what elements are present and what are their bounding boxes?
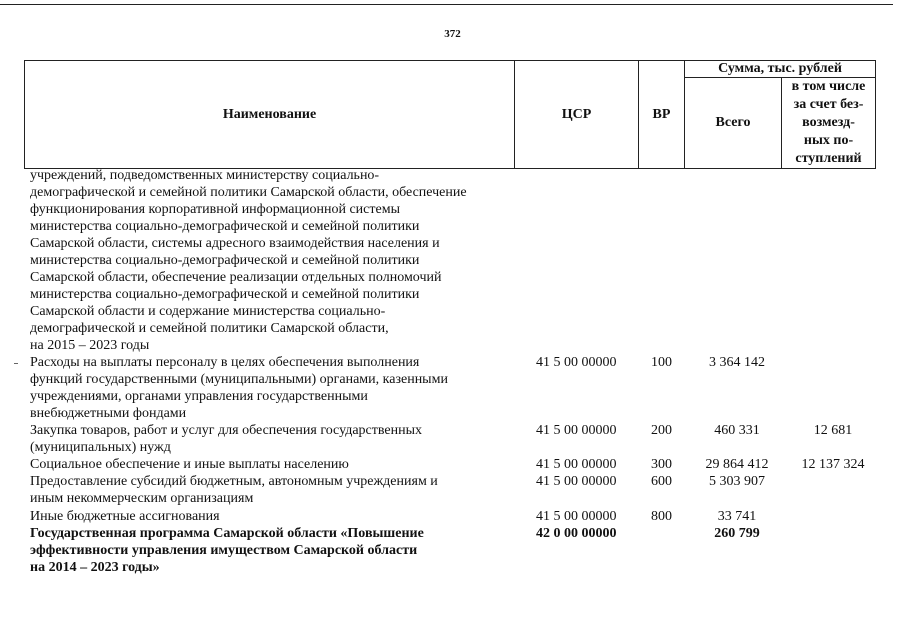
row-free: 12 137 324 bbox=[801, 457, 865, 472]
row-csr: 42 0 00 00000 bbox=[536, 526, 617, 541]
row-total: 3 364 142 bbox=[709, 355, 765, 370]
row-name: Иные бюджетные ассигнования bbox=[30, 509, 220, 524]
header-csr: ЦСР bbox=[515, 61, 639, 169]
row-vr: 600 bbox=[651, 474, 672, 489]
row-name: Социальное обеспечение и иные выплаты населению bbox=[30, 457, 349, 472]
row-total: 260 799 bbox=[714, 526, 760, 541]
row-total: 5 303 907 bbox=[709, 474, 765, 489]
row-name: Государственная программа Самарской области «Повышение эффективности управления имуществом Самарской области на 2014 – 2023 годы» bbox=[30, 526, 424, 575]
row-name: Закупка товаров, работ и услуг для обеспечения государственных (муниципальных) нужд bbox=[30, 423, 423, 455]
table-header bbox=[24, 60, 876, 169]
row-name: Предоставление субсидий бюджетным, автономным учреждениям и иным некоммерческим организациям bbox=[30, 474, 438, 506]
row-total: 33 741 bbox=[717, 509, 757, 524]
margin-mark bbox=[14, 363, 18, 364]
row-csr: 41 5 00 00000 bbox=[536, 355, 617, 370]
header-total: Всего bbox=[685, 78, 782, 169]
row-name: Расходы на выплаты персоналу в целях обеспечения выполнения функций государственными (муниципальными) органами, казенными учреждениями, органами управления государственными внебюджетными фондами bbox=[30, 355, 448, 421]
header-vr: ВР bbox=[639, 61, 685, 169]
header-gratuitous bbox=[782, 78, 876, 169]
row-total: 460 331 bbox=[714, 423, 760, 438]
row-vr: 300 bbox=[651, 457, 672, 472]
header-sum: Сумма, тыс. рублей bbox=[685, 61, 876, 78]
row-csr: 41 5 00 00000 bbox=[536, 509, 617, 524]
row-vr: 100 bbox=[651, 355, 672, 370]
header-gratuitous-text: в том числе за счет без- возмезд- ных по- ступлений bbox=[791, 79, 866, 166]
row-csr: 41 5 00 00000 bbox=[536, 457, 617, 472]
row-total: 29 864 412 bbox=[705, 457, 769, 472]
header-name: Наименование bbox=[25, 61, 515, 169]
row-csr: 41 5 00 00000 bbox=[536, 423, 617, 438]
page-number: 372 bbox=[444, 28, 461, 40]
row-csr: 41 5 00 00000 bbox=[536, 474, 617, 489]
row-name: учреждений, подведомственных министерству социально- демографической и семейной политики Самарской области, обеспечение функционирования корпоративной информационной системы министерства социально-демографической и семейной политики Самарской области, системы адресного взаимодействия населения и министерства социально-демографической и семейной политики Самарской области, обеспечение реализации отдельных полномочий министерства социально-демографической и семейной политики Самарской области и содержание министерства социально- демографической и семейной политики Самарской области, на 2015 – 2023 годы bbox=[30, 168, 467, 353]
row-free: 12 681 bbox=[813, 423, 853, 438]
row-vr: 200 bbox=[651, 423, 672, 438]
top-rule bbox=[0, 4, 893, 5]
row-vr: 800 bbox=[651, 509, 672, 524]
